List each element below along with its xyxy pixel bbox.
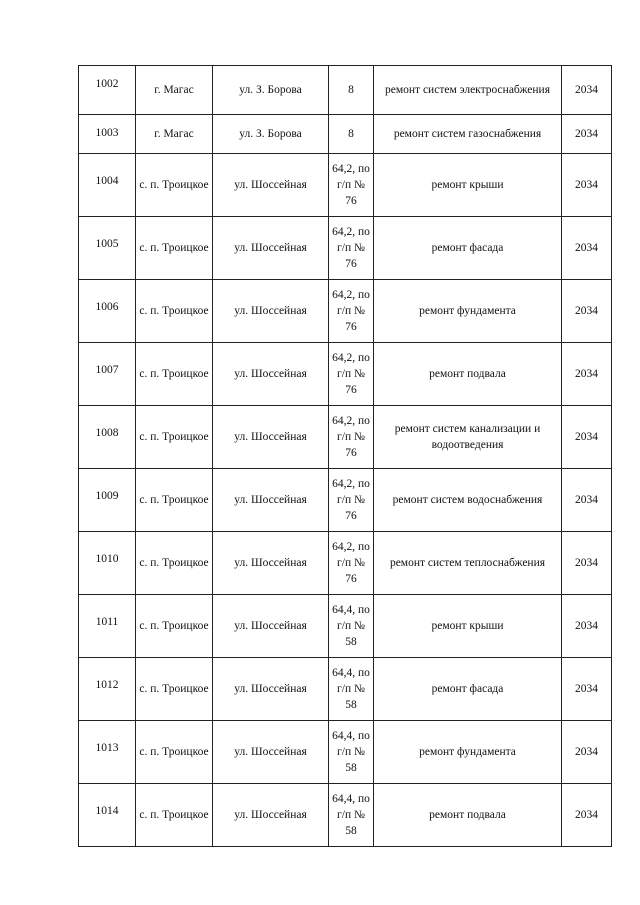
work-type-cell: ремонт крыши bbox=[374, 154, 562, 217]
table-row bbox=[79, 406, 612, 469]
street-cell: ул. Шоссейная bbox=[213, 784, 329, 847]
street-cell: ул. З. Борова bbox=[213, 115, 329, 154]
row-number: 1010 bbox=[79, 532, 136, 595]
row-number: 1002 bbox=[79, 66, 136, 115]
row-number: 1009 bbox=[79, 469, 136, 532]
year-cell: 2034 bbox=[562, 115, 612, 154]
row-number: 1006 bbox=[79, 280, 136, 343]
repair-schedule-table bbox=[78, 65, 612, 847]
settlement-cell: с. п. Троицкое bbox=[136, 595, 213, 658]
street-cell: ул. Шоссейная bbox=[213, 532, 329, 595]
house-cell: 64,4, по г/п № 58 bbox=[329, 721, 374, 784]
settlement-cell: с. п. Троицкое bbox=[136, 217, 213, 280]
table-row bbox=[79, 469, 612, 532]
house-cell: 64,4, по г/п № 58 bbox=[329, 658, 374, 721]
house-cell: 8 bbox=[329, 115, 374, 154]
settlement-cell: с. п. Троицкое bbox=[136, 406, 213, 469]
table-row bbox=[79, 658, 612, 721]
street-cell: ул. Шоссейная bbox=[213, 658, 329, 721]
house-cell: 64,2, по г/п № 76 bbox=[329, 154, 374, 217]
settlement-cell: с. п. Троицкое bbox=[136, 658, 213, 721]
row-number: 1008 bbox=[79, 406, 136, 469]
work-type-cell: ремонт систем водоснабжения bbox=[374, 469, 562, 532]
work-type-cell: ремонт систем газоснабжения bbox=[374, 115, 562, 154]
table-row bbox=[79, 217, 612, 280]
house-cell: 64,2, по г/п № 76 bbox=[329, 280, 374, 343]
settlement-cell: с. п. Троицкое bbox=[136, 154, 213, 217]
table-row bbox=[79, 66, 612, 115]
settlement-cell: г. Магас bbox=[136, 115, 213, 154]
house-cell: 64,2, по г/п № 76 bbox=[329, 532, 374, 595]
house-cell: 64,2, по г/п № 76 bbox=[329, 469, 374, 532]
street-cell: ул. Шоссейная bbox=[213, 280, 329, 343]
row-number: 1005 bbox=[79, 217, 136, 280]
year-cell: 2034 bbox=[562, 343, 612, 406]
year-cell: 2034 bbox=[562, 406, 612, 469]
house-cell: 64,4, по г/п № 58 bbox=[329, 784, 374, 847]
work-type-cell: ремонт систем электроснабжения bbox=[374, 66, 562, 115]
year-cell: 2034 bbox=[562, 280, 612, 343]
work-type-cell: ремонт фундамента bbox=[374, 721, 562, 784]
street-cell: ул. Шоссейная bbox=[213, 154, 329, 217]
year-cell: 2034 bbox=[562, 784, 612, 847]
year-cell: 2034 bbox=[562, 154, 612, 217]
year-cell: 2034 bbox=[562, 658, 612, 721]
table-row bbox=[79, 721, 612, 784]
settlement-cell: г. Магас bbox=[136, 66, 213, 115]
table-row bbox=[79, 343, 612, 406]
year-cell: 2034 bbox=[562, 469, 612, 532]
settlement-cell: с. п. Троицкое bbox=[136, 469, 213, 532]
table-row bbox=[79, 595, 612, 658]
table-row bbox=[79, 280, 612, 343]
table-row bbox=[79, 532, 612, 595]
work-type-cell: ремонт фасада bbox=[374, 658, 562, 721]
work-type-cell: ремонт крыши bbox=[374, 595, 562, 658]
street-cell: ул. Шоссейная bbox=[213, 406, 329, 469]
settlement-cell: с. п. Троицкое bbox=[136, 280, 213, 343]
year-cell: 2034 bbox=[562, 217, 612, 280]
settlement-cell: с. п. Троицкое bbox=[136, 532, 213, 595]
row-number: 1012 bbox=[79, 658, 136, 721]
work-type-cell: ремонт систем теплоснабжения bbox=[374, 532, 562, 595]
house-cell: 64,2, по г/п № 76 bbox=[329, 406, 374, 469]
settlement-cell: с. п. Троицкое bbox=[136, 721, 213, 784]
table-row bbox=[79, 115, 612, 154]
row-number: 1014 bbox=[79, 784, 136, 847]
work-type-cell: ремонт подвала bbox=[374, 784, 562, 847]
year-cell: 2034 bbox=[562, 721, 612, 784]
year-cell: 2034 bbox=[562, 66, 612, 115]
settlement-cell: с. п. Троицкое bbox=[136, 343, 213, 406]
row-number: 1013 bbox=[79, 721, 136, 784]
street-cell: ул. Шоссейная bbox=[213, 343, 329, 406]
year-cell: 2034 bbox=[562, 532, 612, 595]
work-type-cell: ремонт подвала bbox=[374, 343, 562, 406]
house-cell: 64,4, по г/п № 58 bbox=[329, 595, 374, 658]
street-cell: ул. Шоссейная bbox=[213, 469, 329, 532]
row-number: 1007 bbox=[79, 343, 136, 406]
street-cell: ул. Шоссейная bbox=[213, 217, 329, 280]
row-number: 1004 bbox=[79, 154, 136, 217]
table-body bbox=[79, 66, 612, 847]
house-cell: 64,2, по г/п № 76 bbox=[329, 343, 374, 406]
street-cell: ул. Шоссейная bbox=[213, 595, 329, 658]
work-type-cell: ремонт фасада bbox=[374, 217, 562, 280]
house-cell: 64,2, по г/п № 76 bbox=[329, 217, 374, 280]
row-number: 1003 bbox=[79, 115, 136, 154]
year-cell: 2034 bbox=[562, 595, 612, 658]
work-type-cell: ремонт фундамента bbox=[374, 280, 562, 343]
table-row bbox=[79, 154, 612, 217]
work-type-cell: ремонт систем канализации и водоотведения bbox=[374, 406, 562, 469]
house-cell: 8 bbox=[329, 66, 374, 115]
settlement-cell: с. п. Троицкое bbox=[136, 784, 213, 847]
row-number: 1011 bbox=[79, 595, 136, 658]
street-cell: ул. З. Борова bbox=[213, 66, 329, 115]
table-row bbox=[79, 784, 612, 847]
street-cell: ул. Шоссейная bbox=[213, 721, 329, 784]
